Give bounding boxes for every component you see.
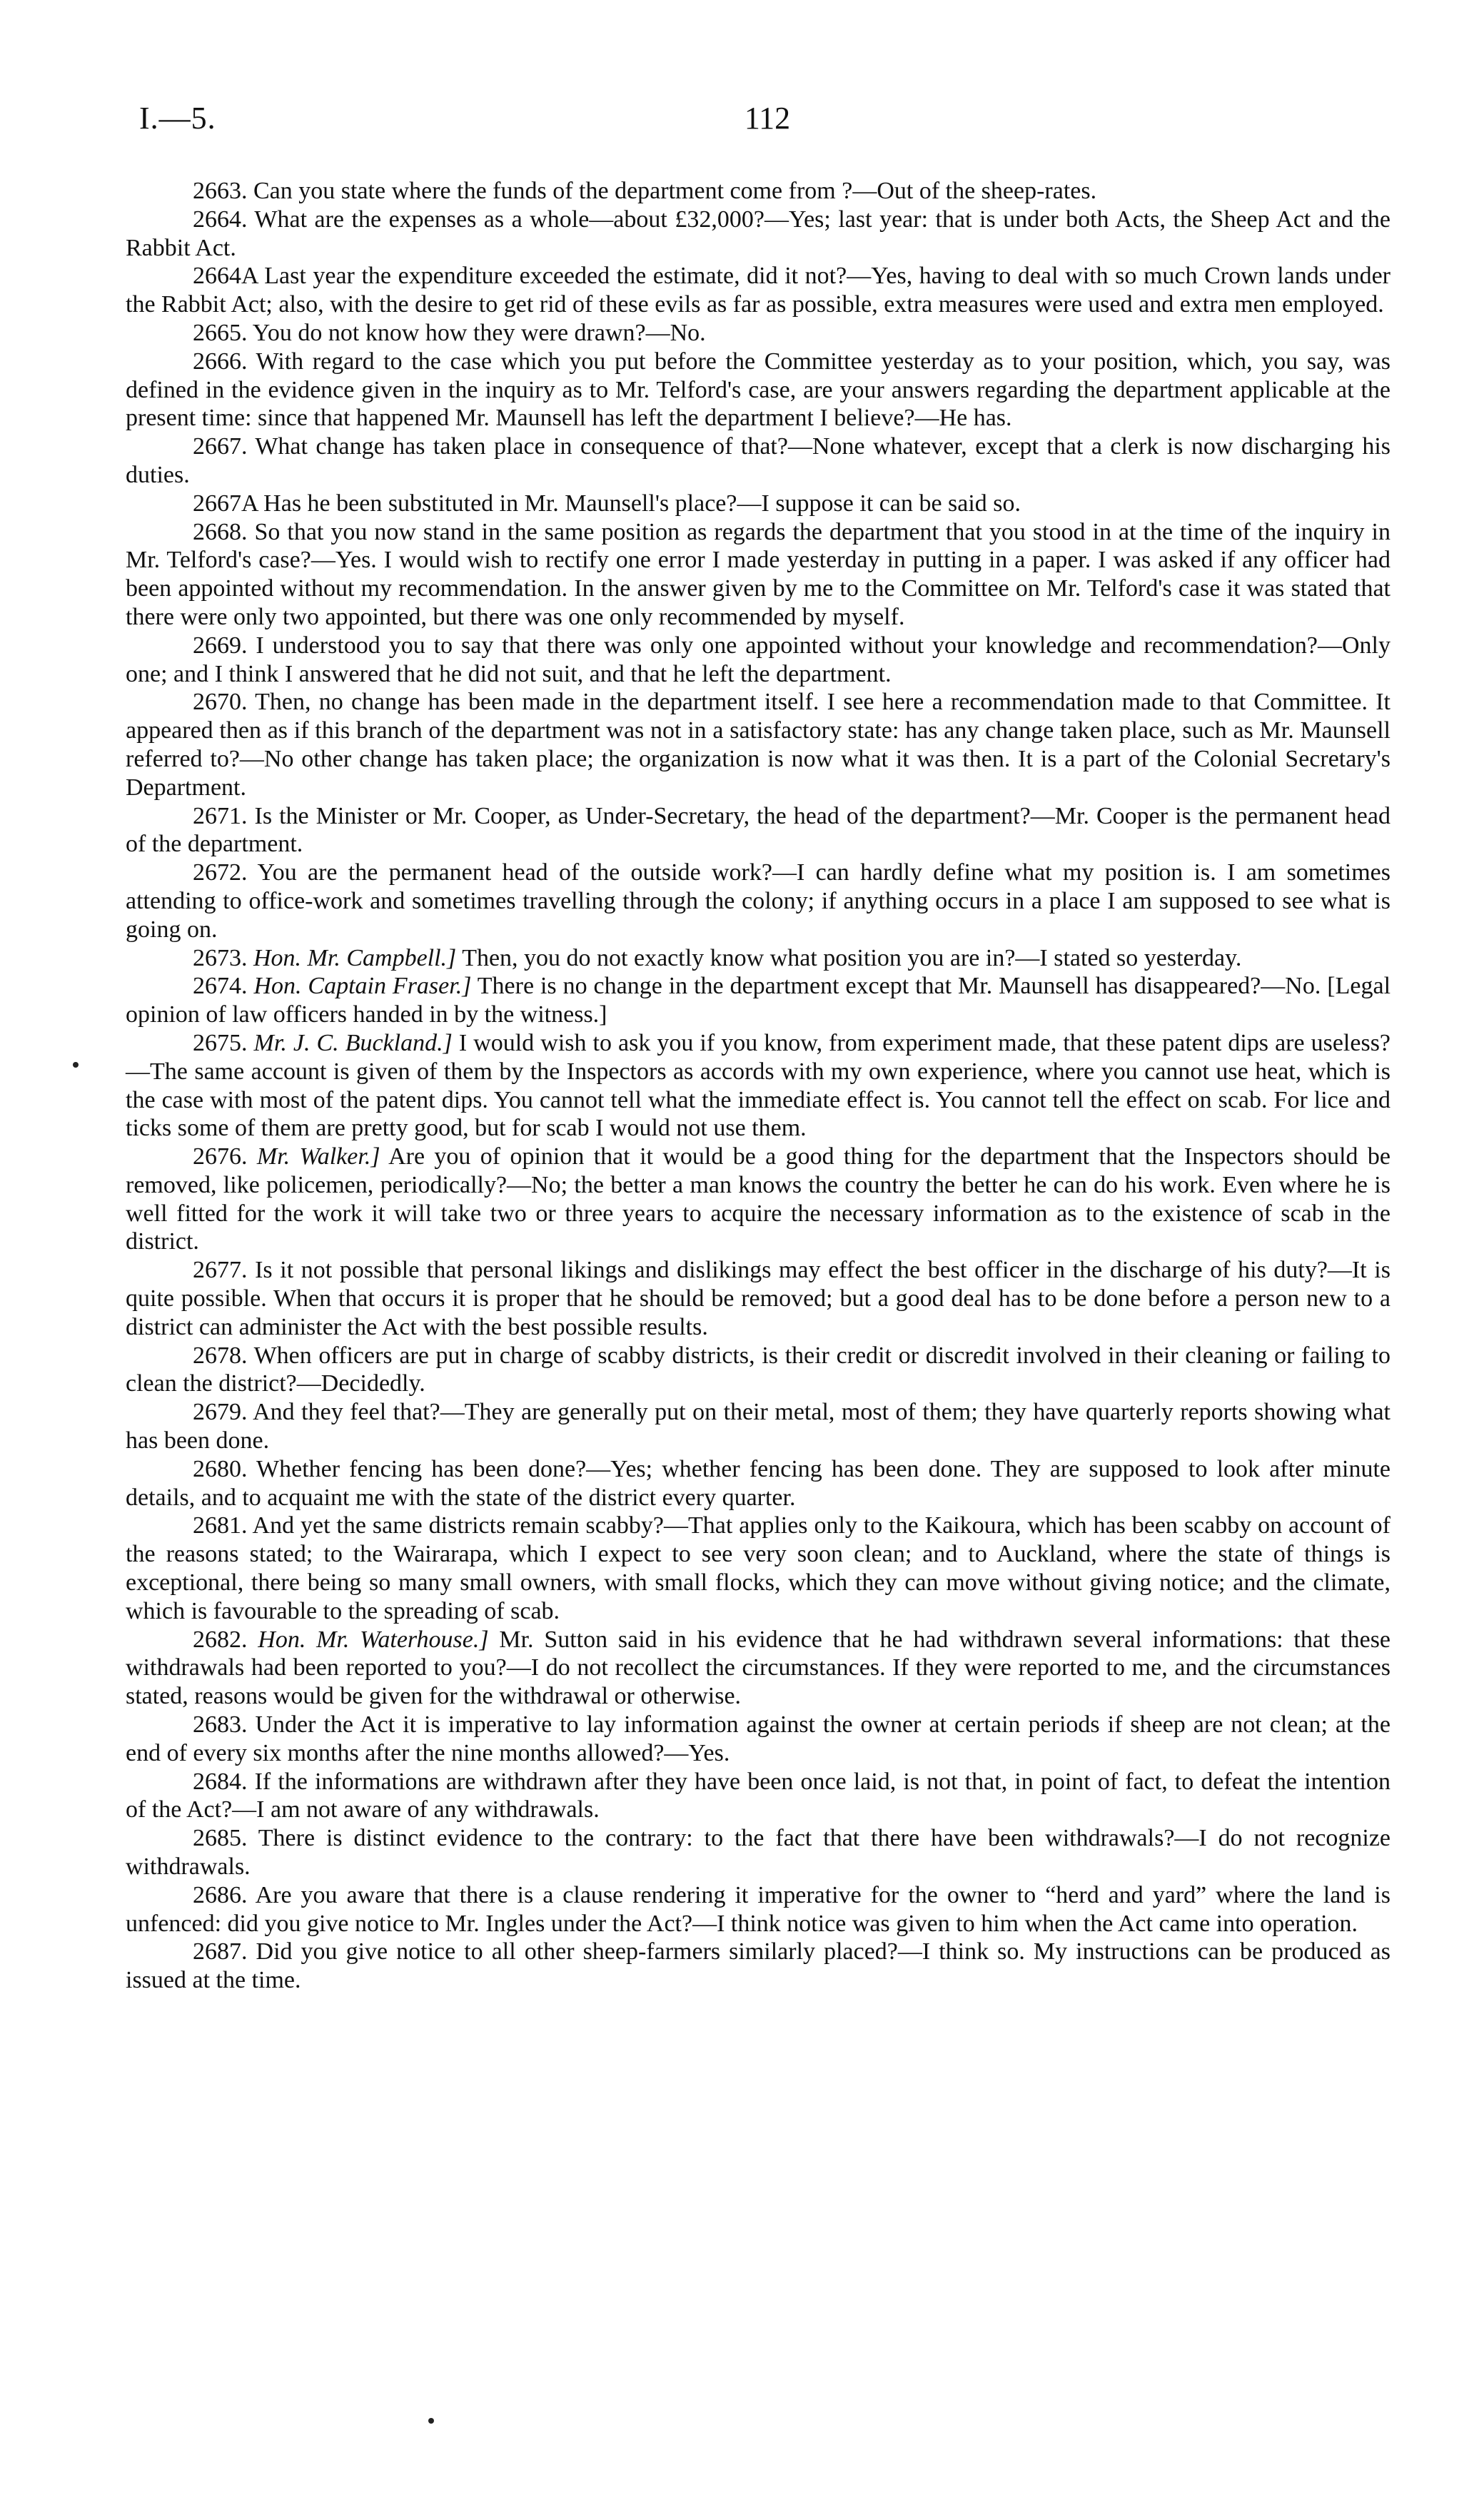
question-2664: 2664. What are the expenses as a whole—about £32,000?—Yes; last year: that is under both Acts, the Sheep Act and the Rabbit Act. <box>126 206 1390 261</box>
margin-dot-mark <box>73 1062 79 1068</box>
speaker-name: Hon. Captain Fraser.] <box>253 973 472 1000</box>
question-2676 <box>126 1143 1390 1256</box>
evidence-body <box>126 177 1390 1995</box>
question-2674 <box>126 972 1390 1029</box>
question-number: 2675. <box>193 1029 248 1056</box>
page-header <box>139 100 1395 143</box>
question-2684: 2684. If the informations are withdrawn after they have been once laid, is not that, in point of fact, to defeat the intention of the Act?—I am not aware of any withdrawals. <box>126 1768 1390 1823</box>
question-text: Are you of opinion that it would be a good thing for the department that the Inspectors should be removed, like policemen, periodically?—No; the better a man knows the country the better he can do his work. Even where he is well fitted for the work it will take two or three years to acquire the necessary information as to the existence of scab in the district. <box>126 1143 1391 1255</box>
question-2669: 2669. I understood you to say that there was only one appointed without your knowledge and recommendation?—Only one; and I think I answered that he did not suit, and that he left the department. <box>126 632 1390 687</box>
question-2679: 2679. And they feel that?—They are generally put on their metal, most of them; they have quarterly reports showing what has been done. <box>126 1399 1390 1454</box>
question-2667a: 2667A Has he been substituted in Mr. Maunsell's place?—I suppose it can be said so. <box>193 490 1021 517</box>
question-2681: 2681. And yet the same districts remain scabby?—That applies only to the Kaikoura, which has been scabby on account of the reasons stated; to the Wairarapa, which I expect to see very soon clean; and to Auckland, where the state of things is exceptional, there being so many small owners, with small flocks, which they can move without giving notice; and the climate, which is favourable to the spreading of scab. <box>126 1512 1390 1624</box>
question-2682 <box>126 1626 1390 1711</box>
question-2677: 2677. Is it not possible that personal likings and dislikings may effect the best officer in the discharge of his duty?—It is quite possible. When that occurs it is proper that he should be removed; but a good deal has to be done before a person new to a district can administer the Act with the best possible results. <box>126 1257 1390 1340</box>
question-2666: 2666. With regard to the case which you put before the Committee yesterday as to your position, which, you say, was defined in the evidence given in the inquiry as to Mr. Telford's case, are your answers regarding the department applicable at the present time: since that happened Mr. Maunsell has left the department I believe?—He has. <box>126 348 1390 432</box>
question-number: 2674. <box>193 973 248 1000</box>
speaker-name: Hon. Mr. Waterhouse.] <box>258 1626 489 1653</box>
document-reference: I.—5. <box>139 101 216 136</box>
question-2663: 2663. Can you state where the funds of the department come from ?—Out of the sheep-rates. <box>193 178 1097 204</box>
question-2685: 2685. There is distinct evidence to the contrary: to the fact that there have been withdrawals?—I do not recognize withdrawals. <box>126 1825 1390 1881</box>
question-2668: 2668. So that you now stand in the same position as regards the department that you stood in at the time of the inquiry in Mr. Telford's case?—Yes. I would wish to rectify one error I made yesterday in putting in a paper. I was asked if any officer had been appointed without my recommendation. In the answer given by me to the Committee on Mr. Telford's case it was stated that there were only two appointed, but there was one only recommended by myself. <box>126 518 1390 630</box>
question-text: There is no change in the department except that Mr. Maunsell has disappeared?—No. [Legal opinion of law officers handed in by the witness.] <box>126 973 1391 1028</box>
page-number: 112 <box>744 101 791 136</box>
question-2673 <box>126 944 1390 973</box>
question-2675 <box>126 1029 1390 1143</box>
question-2667: 2667. What change has taken place in consequence of that?—None whatever, except that a clerk is now discharging his duties. <box>126 433 1390 488</box>
question-2670: 2670. Then, no change has been made in the department itself. I see here a recommendation made to that Committee. It appeared then as if this branch of the department was not in a satisfactory state: has any change taken place, such as Mr. Maunsell referred to?—No other change has taken place; the organization is now what it was then. It is a part of the Colonial Secretary's Department. <box>126 689 1390 801</box>
question-2687: 2687. Did you give notice to all other sheep-farmers similarly placed?—I think so. My instructions can be produced as issued at the time. <box>126 1938 1390 1994</box>
speaker-name: Hon. Mr. Campbell.] <box>253 944 457 971</box>
speaker-name: Mr. J. C. Buckland.] <box>253 1029 453 1056</box>
question-text: Mr. Sutton said in his evidence that he had withdrawn several informations: that these withdrawals had been reported to you?—I do not recollect the circumstances. If they were reported to me, and the circumstances stated, reasons would be given for the withdrawal or otherwise. <box>126 1626 1391 1710</box>
footer-dot-mark <box>428 2418 434 2424</box>
question-2671: 2671. Is the Minister or Mr. Cooper, as Under-Secretary, the head of the department?—Mr. Cooper is the permanent head of the department. <box>126 802 1390 858</box>
question-2686: 2686. Are you aware that there is a clause rendering it imperative for the owner to “herd and yard” where the land is unfenced: did you give notice to Mr. Ingles under the Act?—I think notice was given to him when the Act came into operation. <box>126 1881 1390 1937</box>
question-number: 2673. <box>193 944 248 971</box>
question-number: 2676. <box>193 1143 248 1170</box>
question-text: I would wish to ask you if you know, from experiment made, that these patent dips are useless?—The same account is given of them by the Inspectors as accords with my own experience, where you cannot use heat, which is the case with most of the patent dips. You cannot tell what the immediate effect is. You cannot tell the effect on scab. For lice and ticks some of them are pretty good, but for scab I would not use them. <box>126 1029 1391 1142</box>
question-2678: 2678. When officers are put in charge of scabby districts, is their credit or discredit involved in their cleaning or failing to clean the district?—Decidedly. <box>126 1342 1390 1397</box>
question-2665: 2665. You do not know how they were drawn?—No. <box>193 319 706 346</box>
question-number: 2682. <box>193 1626 248 1653</box>
question-text: Then, you do not exactly know what position you are in?—I stated so yesterday. <box>462 944 1242 971</box>
question-2680: 2680. Whether fencing has been done?—Yes; whether fencing has been done. They are supposed to look after minute details, and to acquaint me with the state of the district every quarter. <box>126 1455 1390 1511</box>
question-2664a: 2664A Last year the expenditure exceeded the estimate, did it not?—Yes, having to deal with so much Crown lands under the Rabbit Act; also, with the desire to get rid of these evils as far as possible, extra measures were used and extra men employed. <box>126 263 1390 318</box>
question-2672: 2672. You are the permanent head of the outside work?—I can hardly define what my position is. I am sometimes attending to office-work and sometimes travelling through the colony; if anything occurs in a place I am supposed to see what is going on. <box>126 859 1390 943</box>
speaker-name: Mr. Walker.] <box>256 1143 380 1170</box>
question-2683: 2683. Under the Act it is imperative to lay information against the owner at certain periods if sheep are not clean; at the end of every six months after the nine months allowed?—Yes. <box>126 1711 1390 1766</box>
